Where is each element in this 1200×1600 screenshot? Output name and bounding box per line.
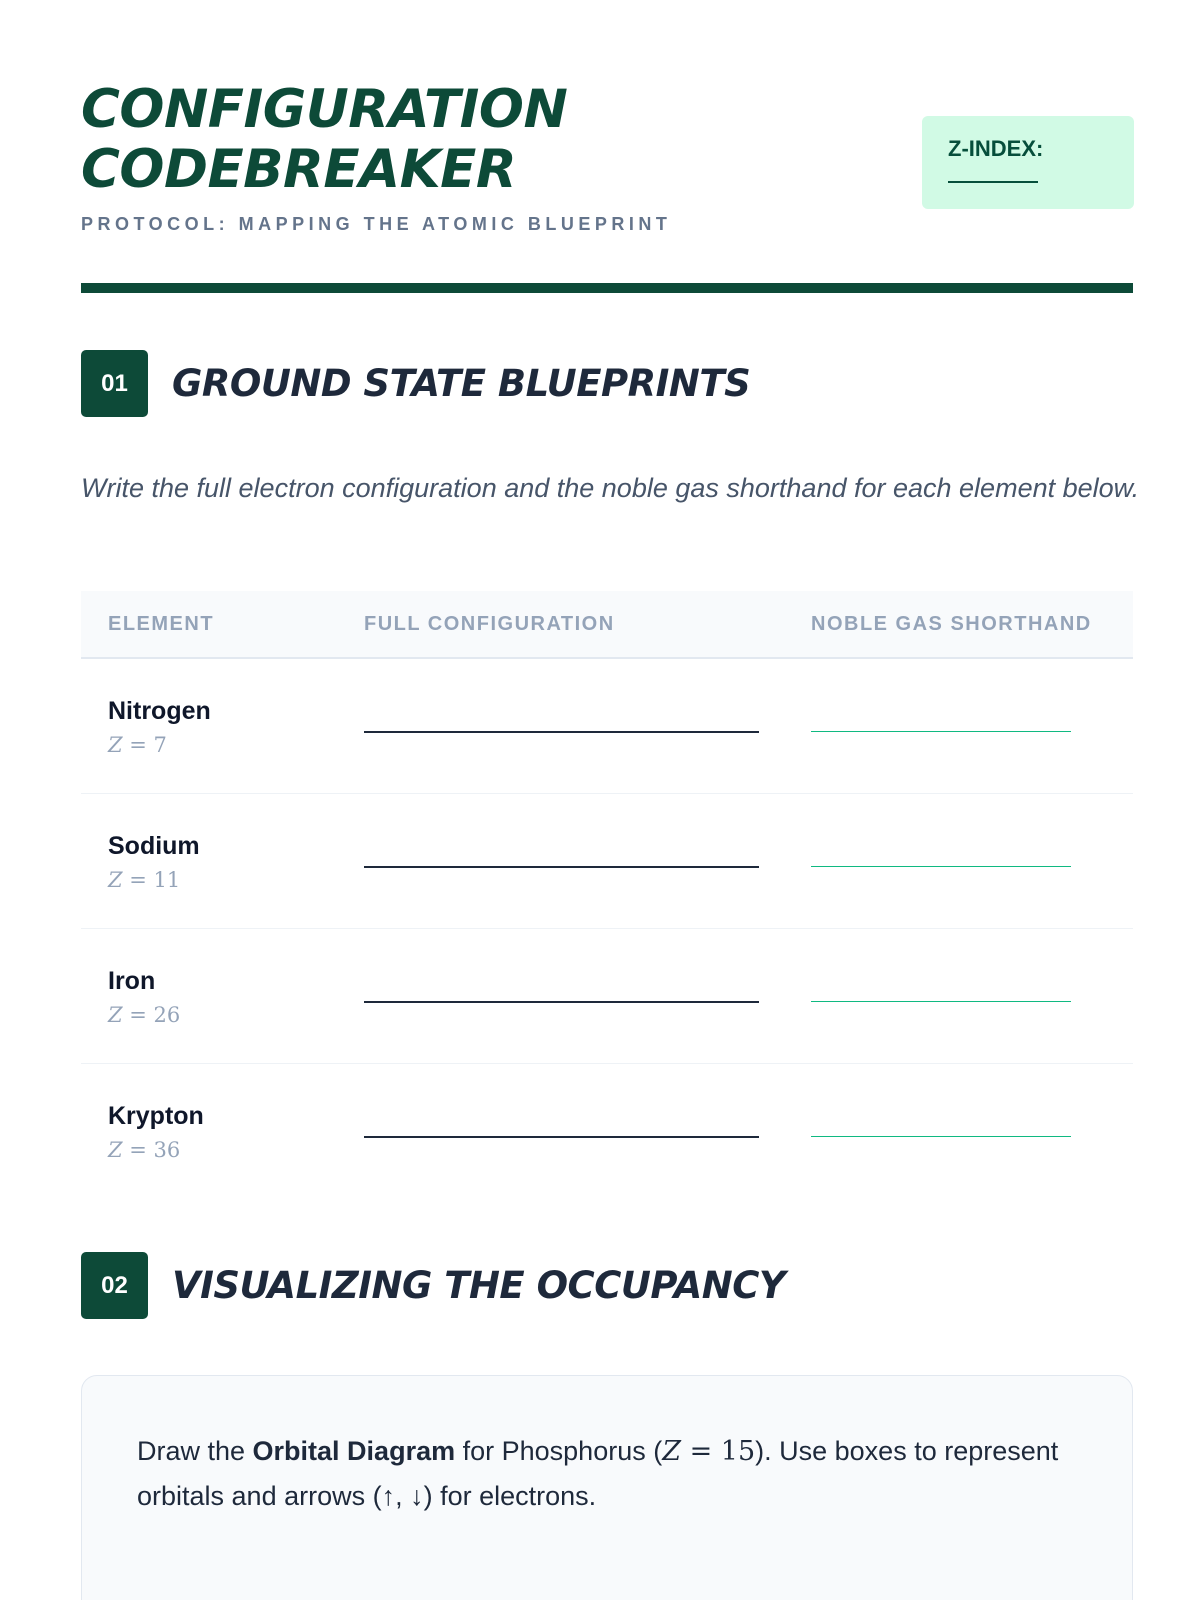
table-header [81,591,1133,659]
element-name: Nitrogen [108,697,211,725]
title-line-2: CODEBREAKER [81,139,517,200]
z-index-label: Z-INDEX: [948,136,1044,161]
column-header-full-configuration: FULL CONFIGURATION [364,613,615,635]
noble-gas-answer-line[interactable] [811,1136,1071,1137]
header-divider [81,283,1133,293]
prompt-text: for Phosphorus ( [455,1436,663,1466]
noble-gas-answer-line[interactable] [811,731,1071,732]
atomic-number-value: 26 [153,1003,181,1027]
atomic-number: Z = 36 [108,1138,181,1162]
noble-gas-answer-line[interactable] [811,866,1071,867]
full-configuration-answer-line[interactable] [364,1136,759,1138]
full-configuration-answer-line[interactable] [364,731,759,733]
element-name: Sodium [108,832,200,860]
z-value: = 15 [680,1436,756,1467]
section-1-number-badge: 01 [81,350,148,417]
full-configuration-answer-line[interactable] [364,1001,759,1003]
atomic-number: Z = 7 [108,733,167,757]
table-row [81,659,1133,794]
prompt-text: Draw the [137,1436,253,1466]
section-2-number-badge: 02 [81,1252,148,1319]
orbital-diagram-box[interactable] [81,1375,1133,1600]
atomic-number: Z = 26 [108,1003,181,1027]
table-row [81,929,1133,1064]
z-symbol: Z [662,1436,681,1467]
z-index-box [922,116,1134,209]
section-1-title: GROUND STATE BLUEPRINTS [172,362,751,405]
atomic-number-value: 36 [153,1138,181,1162]
atomic-number: Z = 11 [108,868,181,892]
column-header-element: ELEMENT [108,613,215,635]
full-configuration-answer-line[interactable] [364,866,759,868]
worksheet-subtitle: PROTOCOL: MAPPING THE ATOMIC BLUEPRINT [81,214,672,234]
noble-gas-answer-line[interactable] [811,1001,1071,1002]
table-row [81,794,1133,929]
atomic-number-value: 7 [153,733,167,757]
table-row [81,1064,1133,1199]
prompt-math [662,1436,755,1467]
section-2-header [81,1252,785,1319]
z-index-answer-line[interactable] [948,167,1038,183]
section-1-instruction: Write the full electron configuration and the noble gas shorthand for each element below. [81,473,1140,503]
orbital-diagram-prompt [137,1429,1077,1518]
atomic-number-value: 11 [153,868,181,892]
element-name: Krypton [108,1102,204,1130]
section-1-header [81,350,750,417]
section-2-title: VISUALIZING THE OCCUPANCY [172,1264,786,1307]
title-line-1: CONFIGURATION [81,79,568,140]
configuration-table [81,591,1133,1199]
prompt-emphasis: Orbital Diagram [252,1436,456,1466]
prompt-text: ). Use boxes to represent orbitals and arrows (↑, ↓) for electrons. [137,1436,1059,1511]
column-header-noble-gas-shorthand: NOBLE GAS SHORTHAND [811,613,1092,635]
element-name: Iron [108,967,156,995]
